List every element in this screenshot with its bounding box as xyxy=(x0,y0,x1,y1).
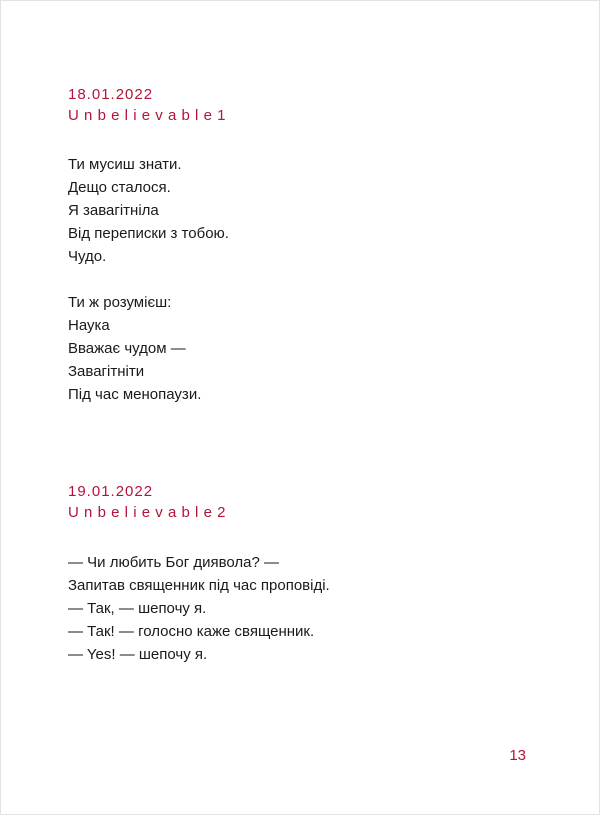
poem-line: Вважає чудом — xyxy=(68,340,186,357)
stanza xyxy=(68,153,548,268)
poem-line: — Yes! — шепочу я. xyxy=(68,646,208,663)
poem-line: — Так, — шепочу я. xyxy=(68,600,207,617)
diary-entry xyxy=(68,482,548,666)
diary-entry xyxy=(68,85,548,406)
poem-line: Запитав священник під час проповіді. xyxy=(68,577,330,594)
stanza xyxy=(68,551,548,666)
poem-line: Дещо сталося. xyxy=(68,179,171,196)
page-number: 13 xyxy=(509,747,526,764)
poem-line: Наука xyxy=(68,317,110,334)
stanza xyxy=(68,291,548,406)
poem-line: Ти мусиш знати. xyxy=(68,156,182,173)
poem-line: Завагітніти xyxy=(68,363,145,380)
poem-line: Під час менопаузи. xyxy=(68,386,202,403)
poem-line: — Так! — голосно каже священник. xyxy=(68,623,315,640)
poem-line: Чудо. xyxy=(68,248,107,265)
poem-line: — Чи любить Бог диявола? — xyxy=(68,554,280,571)
poem-line: Від переписки з тобою. xyxy=(68,225,229,242)
poem-line: Ти ж розумієш: xyxy=(68,294,172,311)
entry-title: Unbelievable2 xyxy=(68,504,231,521)
entry-date: 18.01.2022 xyxy=(68,86,154,103)
entry-date: 19.01.2022 xyxy=(68,483,154,500)
entry-title: Unbelievable1 xyxy=(68,107,231,124)
poem-line: Я завагітніла xyxy=(68,202,159,219)
